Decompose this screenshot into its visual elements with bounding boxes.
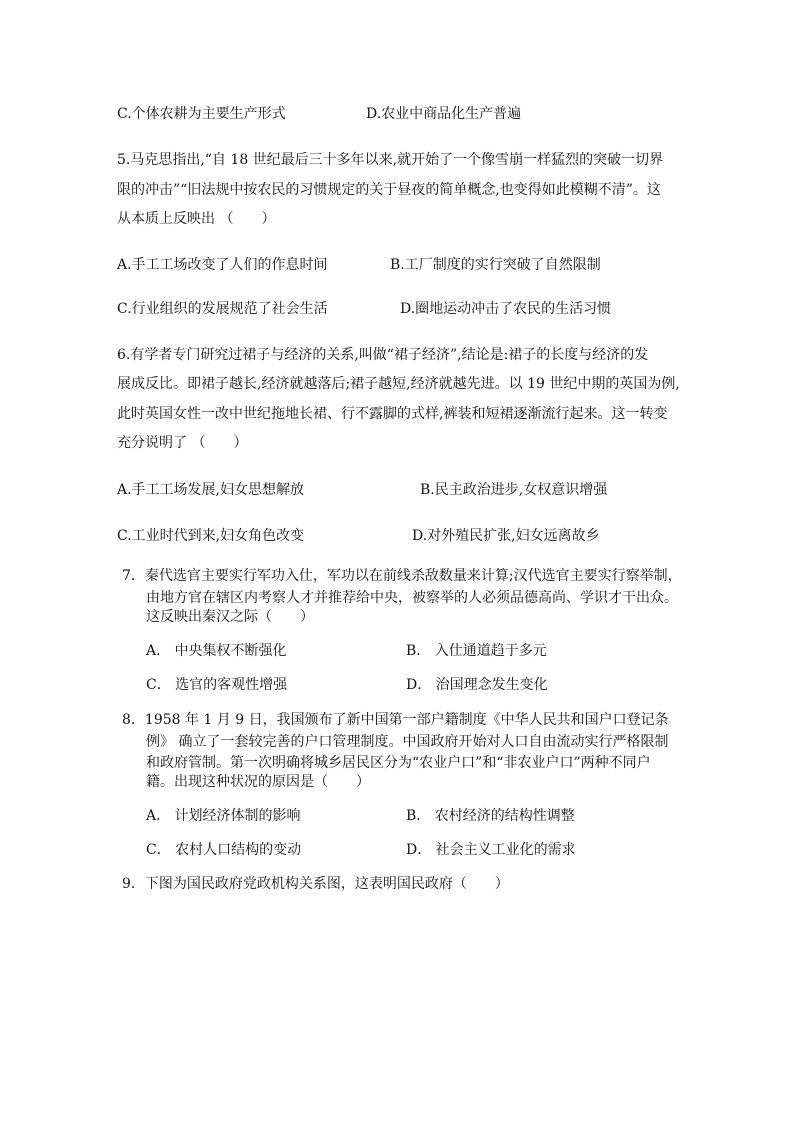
option-d: D． 治国理念发生变化 [406,677,548,693]
option-d: D.农业中商品化生产普遍 [366,106,522,122]
question-text-line: 此时英国女性一改中世纪拖地长裙、行不露脚的式样,裤装和短裙逐渐流行起来。这一转变 [117,406,668,422]
question-text-line: 8．1958 年 1 月 9 日，我国颁布了新中国第一部户籍制度《中华人民共和国户口登记条 [122,712,669,728]
option-b: B． 入仕通道趋于多元 [406,643,547,659]
question-text-line: 由地方官在辖区内考察人才并推荐给中央，被察举的人必须品德高尚、学识才干出众。 [146,590,678,606]
question-text-line: 7．秦代选官主要实行军功入仕，军功以在前线杀敌数量来计算;汉代选官主要实行察举制， [122,568,682,584]
question-text-line: 和政府管制。第一次明确将城乡居民区分为“农业户口”和“非农业户口”两种不同户 [146,755,651,771]
option-c: C.工业时代到来,妇女角色改变 [117,528,305,544]
option-c: C.个体农耕为主要生产形式 [117,106,286,122]
option-d: D.圈地运动冲击了农民的生活习惯 [400,301,612,317]
option-a: A.手工工场发展,妇女思想解放 [117,482,305,498]
question-text-line: 限的冲击”“旧法规中按农民的习惯规定的关于昼夜的简单概念,也变得如此模糊不清”。这 [117,182,661,198]
question-text-line: 这反映出秦汉之际（ ） [146,609,314,625]
question-text-line: 例》 确立了一套较完善的户口管理制度。中国政府开始对人口自由流动实行严格限制 [146,734,669,750]
option-b: B.民主政治进步,女权意识增强 [420,482,608,498]
question-text-line: 6.有学者专门研究过裙子与经济的关系,叫做“裙子经济”,结论是:裙子的长度与经济的发 [117,347,649,363]
option-d: D． 社会主义工业化的需求 [406,842,576,858]
option-d: D.对外殖民扩张,妇女远离故乡 [412,528,600,544]
question-text-line: 从本质上反映出 （ ） [117,211,276,227]
question-text-line: 5.马克思指出,“自 18 世纪最后三十多年以来,就开始了一个像雪崩一样猛烈的突破一切界 [117,152,664,168]
question-text-line: 9．下图为国民政府党政机构关系图，这表明国民政府（ ） [122,876,509,892]
question-text-line: 展成反比。即裙子越长,经济就越落后;裙子越短,经济就越先进。以 19 世纪中期的英国为例, [117,376,680,392]
option-c: C． 农村人口结构的变动 [146,842,302,858]
option-a: A． 计划经济体制的影响 [146,808,301,824]
question-text-line: 籍。出现这种状况的原因是（ ） [146,774,370,790]
question-text-line: 充分说明了 （ ） [117,435,248,451]
option-c: C.行业组织的发展规范了社会生活 [117,301,328,317]
option-a: A． 中央集权不断强化 [146,643,287,659]
option-c: C． 选官的客观性增强 [146,677,288,693]
option-b: B.工厂制度的实行突破了自然限制 [390,257,601,273]
option-a: A.手工工场改变了人们的作息时间 [117,257,328,273]
option-b: B． 农村经济的结构性调整 [406,808,575,824]
